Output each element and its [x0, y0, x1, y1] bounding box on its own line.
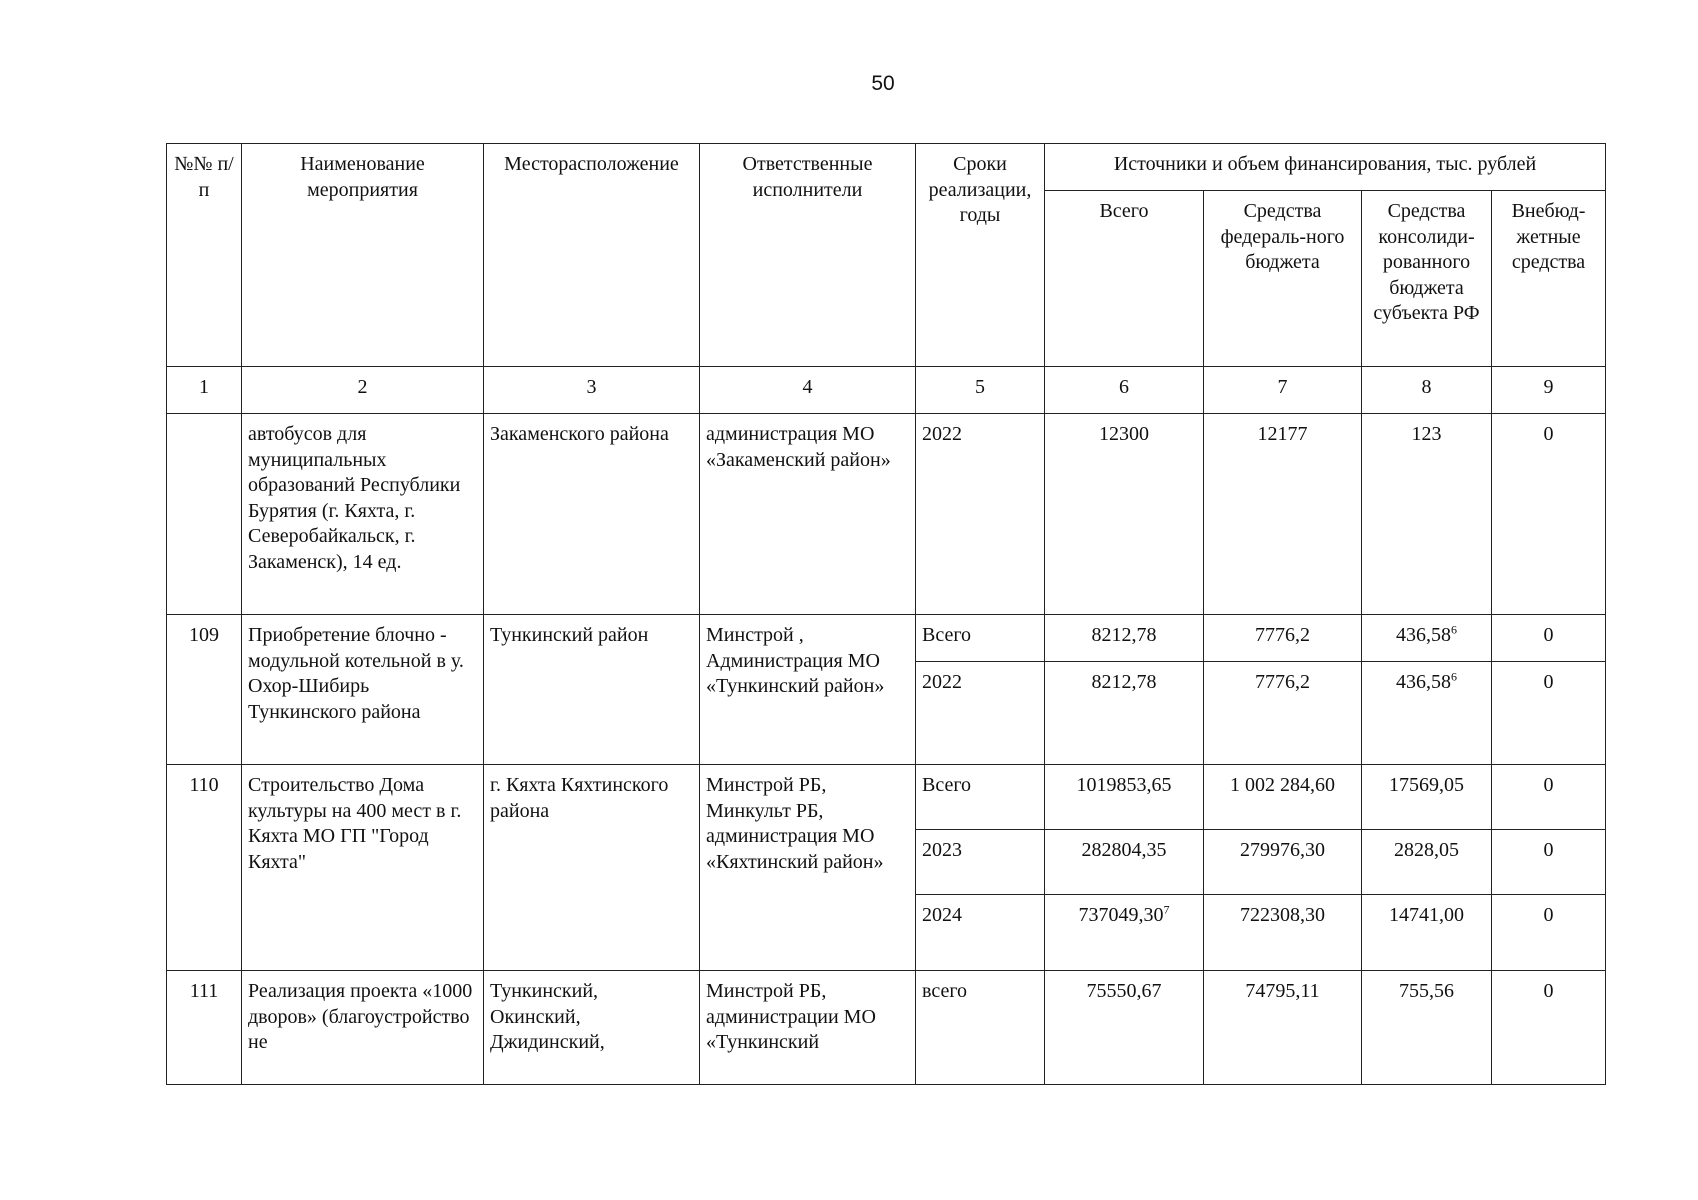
column-number: 7 — [1204, 367, 1362, 414]
row-offbudget: 0 — [1492, 765, 1606, 830]
row-federal: 1 002 284,60 — [1204, 765, 1362, 830]
column-number: 3 — [484, 367, 700, 414]
column-number: 1 — [167, 367, 242, 414]
column-number: 6 — [1045, 367, 1204, 414]
row-regional — [1362, 662, 1492, 765]
row-offbudget: 0 — [1492, 615, 1606, 662]
row-federal: 722308,30 — [1204, 895, 1362, 971]
header-name: Наименование мероприятия — [242, 144, 484, 367]
table-row — [167, 615, 1606, 662]
row-number — [167, 414, 242, 615]
row-offbudget: 0 — [1492, 895, 1606, 971]
row-total: 1019853,65 — [1045, 765, 1204, 830]
total-value: 737049,30 — [1078, 904, 1164, 926]
header-executors: Ответственные исполнители — [700, 144, 916, 367]
header-financing: Источники и объем финансирования, тыс. рублей — [1045, 144, 1606, 191]
row-name: Строительство Дома культуры на 400 мест в г. Кяхта МО ГП "Город Кяхта" — [242, 765, 484, 971]
row-federal: 7776,2 — [1204, 662, 1362, 765]
row-number: 111 — [167, 971, 242, 1085]
header-number: №№ п/п — [167, 144, 242, 367]
row-location: Тункинский район — [484, 615, 700, 765]
column-number: 2 — [242, 367, 484, 414]
header-total: Всего — [1045, 191, 1204, 367]
row-offbudget: 0 — [1492, 830, 1606, 895]
footnote-mark: 6 — [1451, 669, 1457, 684]
row-period: 2023 — [916, 830, 1045, 895]
footnote-mark: 6 — [1451, 622, 1457, 637]
row-federal: 12177 — [1204, 414, 1362, 615]
row-total: 75550,67 — [1045, 971, 1204, 1085]
column-number-row — [167, 367, 1606, 414]
row-name: Реализация проекта «1000 дворов» (благоустройство не — [242, 971, 484, 1085]
table-row — [167, 765, 1606, 830]
row-period: 2024 — [916, 895, 1045, 971]
column-number: 9 — [1492, 367, 1606, 414]
header-location: Месторасположение — [484, 144, 700, 367]
row-period: Всего — [916, 765, 1045, 830]
row-name: Приобретение блочно - модульной котельной в у. Охор-Шибирь Тункинского района — [242, 615, 484, 765]
row-location: Закаменского района — [484, 414, 700, 615]
row-total — [1045, 895, 1204, 971]
table-row — [167, 971, 1606, 1085]
row-executors: администрация МО «Закаменский район» — [700, 414, 916, 615]
row-federal: 7776,2 — [1204, 615, 1362, 662]
row-regional: 2828,05 — [1362, 830, 1492, 895]
financing-table — [166, 143, 1606, 1085]
table-row — [167, 414, 1606, 615]
column-number: 5 — [916, 367, 1045, 414]
row-number: 110 — [167, 765, 242, 971]
row-location: г. Кяхта Кяхтинского района — [484, 765, 700, 971]
row-regional: 123 — [1362, 414, 1492, 615]
row-executors: Минстрой РБ, Минкульт РБ, администрация МО «Кяхтинский район» — [700, 765, 916, 971]
page-number: 50 — [871, 72, 895, 95]
row-total: 282804,35 — [1045, 830, 1204, 895]
header-offbudget: Внебюд-жетные средства — [1492, 191, 1606, 367]
row-regional: 755,56 — [1362, 971, 1492, 1085]
regional-value: 436,58 — [1396, 671, 1451, 693]
column-number: 8 — [1362, 367, 1492, 414]
row-total: 8212,78 — [1045, 662, 1204, 765]
row-regional — [1362, 615, 1492, 662]
row-period: 2022 — [916, 414, 1045, 615]
header-federal: Средства федераль-ного бюджета — [1204, 191, 1362, 367]
row-offbudget: 0 — [1492, 971, 1606, 1085]
row-regional: 14741,00 — [1362, 895, 1492, 971]
row-federal: 74795,11 — [1204, 971, 1362, 1085]
row-period: Всего — [916, 615, 1045, 662]
row-offbudget: 0 — [1492, 414, 1606, 615]
row-total: 12300 — [1045, 414, 1204, 615]
row-period: 2022 — [916, 662, 1045, 765]
row-executors: Минстрой , Администрация МО «Тункинский район» — [700, 615, 916, 765]
header-period: Сроки реализации, годы — [916, 144, 1045, 367]
row-period: всего — [916, 971, 1045, 1085]
row-name: автобусов для муниципальных образований Республики Бурятия (г. Кяхта, г. Северобайкальск, г. Закаменск), 14 ед. — [242, 414, 484, 615]
row-federal: 279976,30 — [1204, 830, 1362, 895]
column-number: 4 — [700, 367, 916, 414]
header-row — [167, 144, 1606, 191]
row-regional: 17569,05 — [1362, 765, 1492, 830]
header-regional: Средства консолиди-рованного бюджета субъекта РФ — [1362, 191, 1492, 367]
regional-value: 436,58 — [1396, 624, 1451, 646]
row-number: 109 — [167, 615, 242, 765]
footnote-mark: 7 — [1163, 902, 1170, 917]
row-location: Тункинский, Окинский, Джидинский, — [484, 971, 700, 1085]
row-total: 8212,78 — [1045, 615, 1204, 662]
row-offbudget: 0 — [1492, 662, 1606, 765]
row-executors: Минстрой РБ, администрации МО «Тункинский — [700, 971, 916, 1085]
